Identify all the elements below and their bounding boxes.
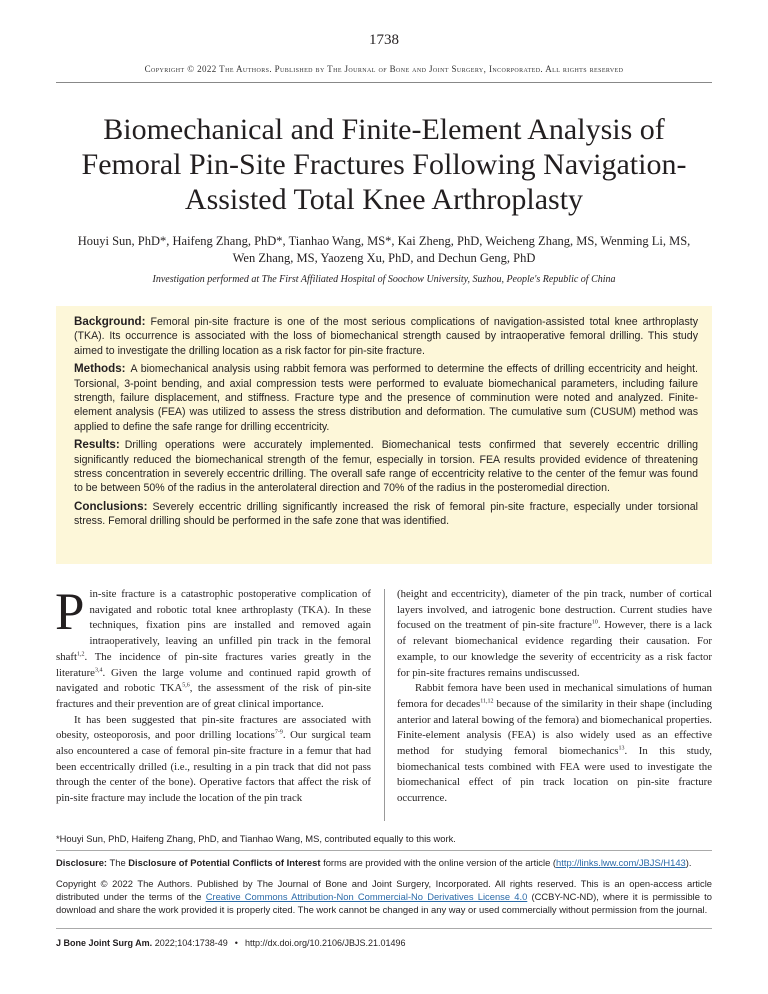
reference-link[interactable]: 7-9: [274, 729, 283, 736]
reference-link[interactable]: 1,2: [77, 651, 85, 658]
reference-link[interactable]: 10: [591, 619, 598, 626]
body-column-right: [397, 587, 712, 807]
footer-rule: [56, 928, 712, 929]
abstract-results-heading: Results:: [74, 438, 120, 452]
abstract-methods: [74, 362, 698, 434]
body-paragraph: [56, 713, 371, 807]
body-text: , the assessment of the risk of pin-site fractures and their prevention are of great clinical importance.: [56, 682, 372, 710]
author-line-2: Wen Zhang, MS, Yaozeng Xu, PhD, and Dechun Geng, PhD: [232, 251, 536, 265]
body-paragraph: [397, 681, 712, 807]
reference-link[interactable]: 13: [618, 745, 625, 752]
abstract-conclusions: [74, 500, 698, 529]
footnote-text: Copyright © 2022 The Authors. Published by The Journal of Bone and Joint Surgery, Incorporated. All rights reserved. This is an open-access article distributed under the terms of the: [56, 878, 712, 902]
footnote-text: The: [107, 857, 129, 868]
equal-contribution-note: *Houyi Sun, PhD, Haifeng Zhang, PhD, and Tianhao Wang, MS, contributed equally to this work.: [56, 833, 456, 844]
abstract-methods-heading: Methods:: [74, 362, 126, 376]
disclosure-heading: Disclosure:: [56, 857, 108, 868]
article-title: Biomechanical and Finite-Element Analysis of Femoral Pin-Site Fractures Following Navigation-Assisted Total Knee Arthroplasty: [81, 113, 687, 216]
body-text: because of the similarity in their shape (including anterior and lateral bowing of the femora) and biomechanical properties. Finite-element analysis (FEA) is also widely used as an effective method for studying femoral biomechanics: [397, 697, 712, 758]
body-text: . Our surgical team also encountered a case of femoral pin-site fracture in a femur that had been eccentrically drilled (i.e., resulting in a pin track that did not pass through the center of the bone). Operative factors that affect the risk of pin-site fracture may include the location of the pin track: [56, 729, 371, 805]
bullet-separator: •: [234, 938, 238, 948]
body-text: . The incidence of pin-site fractures varies greatly in the literature: [56, 650, 371, 679]
column-divider: [384, 589, 385, 821]
license-link[interactable]: Creative Commons Attribution-Non Commercial-No Derivatives License 4.0: [205, 891, 528, 902]
citation: 2022;104:1738-49: [154, 938, 228, 948]
footnote-text: ).: [685, 857, 692, 868]
doi-link[interactable]: http://dx.doi.org/10.2106/JBJS.21.01496: [244, 938, 406, 948]
header-rule: [56, 82, 712, 83]
disclosure-link[interactable]: http://links.lww.com/JBJS/H143: [556, 857, 686, 868]
body-text: It has been suggested that pin-site fractures are associated with obesity, osteoporosis, and poor drilling locations: [56, 713, 371, 742]
page-footer: [56, 938, 712, 948]
body-text: . In this study, biomechanical tests combined with FEA were used to investigate the biomechanical effect of pin track location on pin-site fracture occurrence.: [397, 745, 712, 805]
reference-link[interactable]: 3,4: [94, 666, 103, 673]
disclosure-note: [56, 856, 712, 869]
disclosure-forms-label: Disclosure of Potential Conflicts of Interest: [128, 857, 321, 868]
abstract-conclusions-heading: Conclusions:: [74, 499, 148, 513]
page-number: 1738: [369, 32, 399, 48]
body-text: (height and eccentricity), diameter of the pin track, number of cortical layers involved, and iatrogenic bone destruction. Current studies have focused on the treatment of pin-site fracture: [397, 588, 712, 632]
abstract-background-heading: Background:: [74, 315, 146, 328]
journal-name: J Bone Joint Surg Am.: [56, 938, 153, 948]
body-text: . However, there is a lack of relevant biomechanical evidence regarding their causation. For example, to our knowledge the severity of eccentricity as a risk factor for pin-site fractures remains undiscussed.: [397, 619, 712, 679]
footnote-text: forms are provided with the online version of the article (: [320, 857, 557, 868]
footnote-text: (CCBY-NC-ND), where it is permissible to download and share the work provided it is properly cited. The work cannot be changed in any way or used commercially without permission from the journal.: [56, 891, 712, 915]
body-text: Rabbit femora have been used in mechanical simulations of human femora for decades: [397, 682, 712, 710]
license-note: [56, 877, 712, 916]
author-list: [70, 233, 698, 267]
abstract-conclusions-text: Severely eccentric drilling significantly increased the risk of femoral pin-site fracture, especially under torsional stress. Femoral drilling should be performed in the safe zone that was identified.: [74, 500, 698, 528]
abstract-box: [56, 306, 712, 564]
abstract-results: [74, 438, 698, 496]
body-column-left: [55, 583, 372, 807]
body-paragraph: [397, 587, 712, 681]
body-text: in-site fracture is a catastrophic postoperative complication of navigated and robotic total knee arthroplasty (TKA). In these techniques, fixation pins are installed and removed again intraoperatively, leaving an unfilled pin track in the femoral shaft: [56, 588, 371, 663]
investigation-site: Investigation performed at The First Affiliated Hospital of Soochow University, Suzhou, People's Republic of China: [152, 274, 616, 285]
abstract-background: [74, 315, 698, 358]
body-paragraph: [55, 583, 372, 713]
author-line-1: Houyi Sun, PhD*, Haifeng Zhang, PhD*, Tianhao Wang, MS*, Kai Zheng, PhD, Weicheng Zhang, MS, Wenming Li, MS,: [77, 234, 691, 248]
drop-cap: P: [55, 583, 85, 641]
reference-link[interactable]: 5,6: [182, 682, 190, 689]
abstract-results-text: Drilling operations were accurately implemented. Biomechanical tests confirmed that severely eccentric drilling significantly reduced the biomechanical strength of the femur, especially in torsion. FEA results provided evidence of threatening stress concentration in severely eccentric drilling. The overall safe range of eccentricity relative to the center of the femur was found to be between 50% of the radius in the anterolateral direction and 70% of the radius in the posteromedial direction.: [74, 439, 698, 495]
reference-link[interactable]: 11,12: [480, 698, 494, 705]
footnote-rule: [56, 850, 712, 851]
abstract-methods-text: A biomechanical analysis using rabbit femora was performed to determine the effects of drilling eccentricity and height. Torsional, 3-point bending, and axial compression tests were performed to evaluate biomechanical parameters, including failure strength, failure displacement, and stiffness. Fracture type and the presence of comminution were noted and analyzed. Finite-element analysis (FEA) was utilized to assess the stress distribution and deformation. The cumulative sum (CUSUM) method was applied to define the safe range for drilling eccentricity.: [74, 363, 698, 433]
abstract-background-text: Femoral pin-site fracture is one of the most serious complications of navigation-assisted total knee arthroplasty (TKA). Its occurrence is associated with the loss of biomechanical strength caused by intraoperative femoral drilling. This study aimed to investigate the drilling location as a risk factor for pin-site fracture.: [74, 316, 698, 357]
header-copyright: Copyright © 2022 The Authors. Published by The Journal of Bone and Joint Surgery, Incorporated. All rights reserved: [144, 64, 624, 74]
body-text: . Given the large volume and continued rapid growth of navigated and robotic TKA: [56, 666, 371, 695]
